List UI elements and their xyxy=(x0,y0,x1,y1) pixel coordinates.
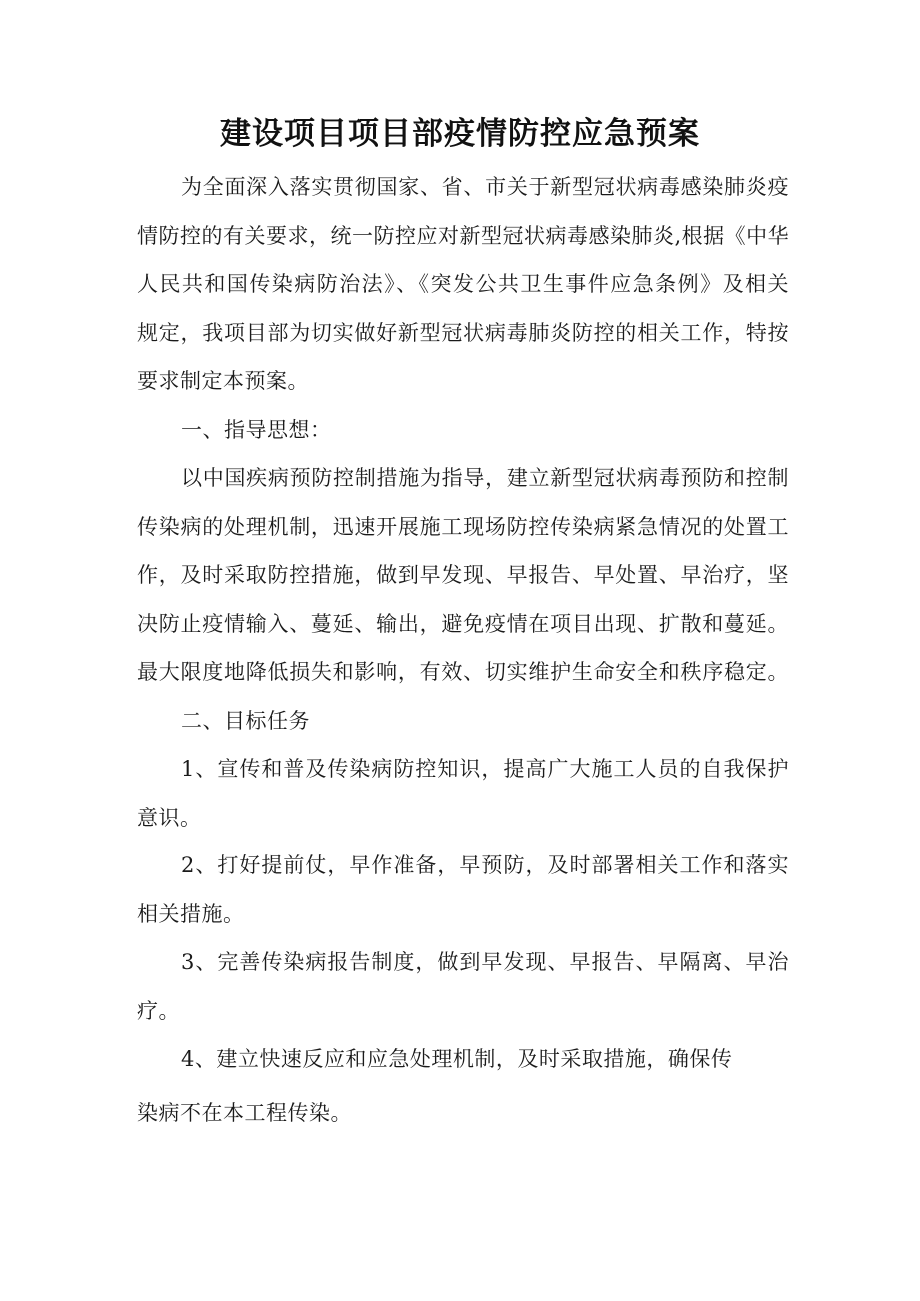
document-title: 建设项目项目部疫情防控应急预案 xyxy=(220,116,700,152)
text-line: 2、打好提前仗，早作准备，早预防，及时部署相关工作和落实 xyxy=(181,853,789,877)
text-line: 疗。 xyxy=(137,998,180,1023)
text-line: 人民共和国传染病防治法》、《突发公共卫生事件应急条例》及相关 xyxy=(137,272,789,296)
task-item-1 xyxy=(137,745,789,842)
text-line: 作，及时采取防控措施，做到早发现、早报告、早处置、早治疗，坚 xyxy=(137,563,789,587)
text-line: 染病不在本工程传染。 xyxy=(137,1101,352,1125)
text-line: 最大限度地降低损失和影响，有效、切实维护生命安全和秩序稳定。 xyxy=(137,660,789,684)
text-line: 规定，我项目部为切实做好新型冠状病毒肺炎防控的相关工作，特按 xyxy=(137,320,789,345)
intro-paragraph xyxy=(137,163,789,406)
text-line: 传染病的处理机制，迅速开展施工现场防控传染病紧急情况的处置工 xyxy=(137,514,789,539)
section-heading-goals xyxy=(137,697,789,746)
task-item-4 xyxy=(137,1035,789,1084)
task-item-4-continued xyxy=(137,1089,789,1138)
text-line: 情防控的有关要求，统一防控应对新型冠状病毒感染肺炎,根据《中华 xyxy=(137,223,789,248)
task-item-2 xyxy=(137,841,789,938)
task-item-3 xyxy=(137,938,789,1035)
text-line: 为全面深入落实贯彻国家、省、市关于新型冠状病毒感染肺炎疫 xyxy=(181,175,789,199)
text-line: 以中国疾病预防控制措施为指导，建立新型冠状病毒预防和控制 xyxy=(181,466,789,490)
text-line: 决防止疫情输入、蔓延、输出，避免疫情在项目出现、扩散和蔓延。 xyxy=(137,611,789,636)
text-line: 意识。 xyxy=(137,805,202,830)
section-heading-guiding-ideology xyxy=(137,406,789,455)
guiding-ideology-paragraph xyxy=(137,454,789,697)
text-line: 要求制定本预案。 xyxy=(137,369,309,393)
text-line: 4、建立快速反应和应急处理机制，及时采取措施，确保传 xyxy=(181,1047,733,1071)
text-line: 1、宣传和普及传染病防控知识，提高广大施工人员的自我保护 xyxy=(181,757,789,781)
heading-text: 二、目标任务 xyxy=(181,709,310,733)
text-line: 3、完善传染病报告制度，做到早发现、早报告、早隔离、早治 xyxy=(181,950,789,974)
text-line: 相关措施。 xyxy=(137,901,245,926)
heading-text: 一、指导思想： xyxy=(181,418,332,442)
